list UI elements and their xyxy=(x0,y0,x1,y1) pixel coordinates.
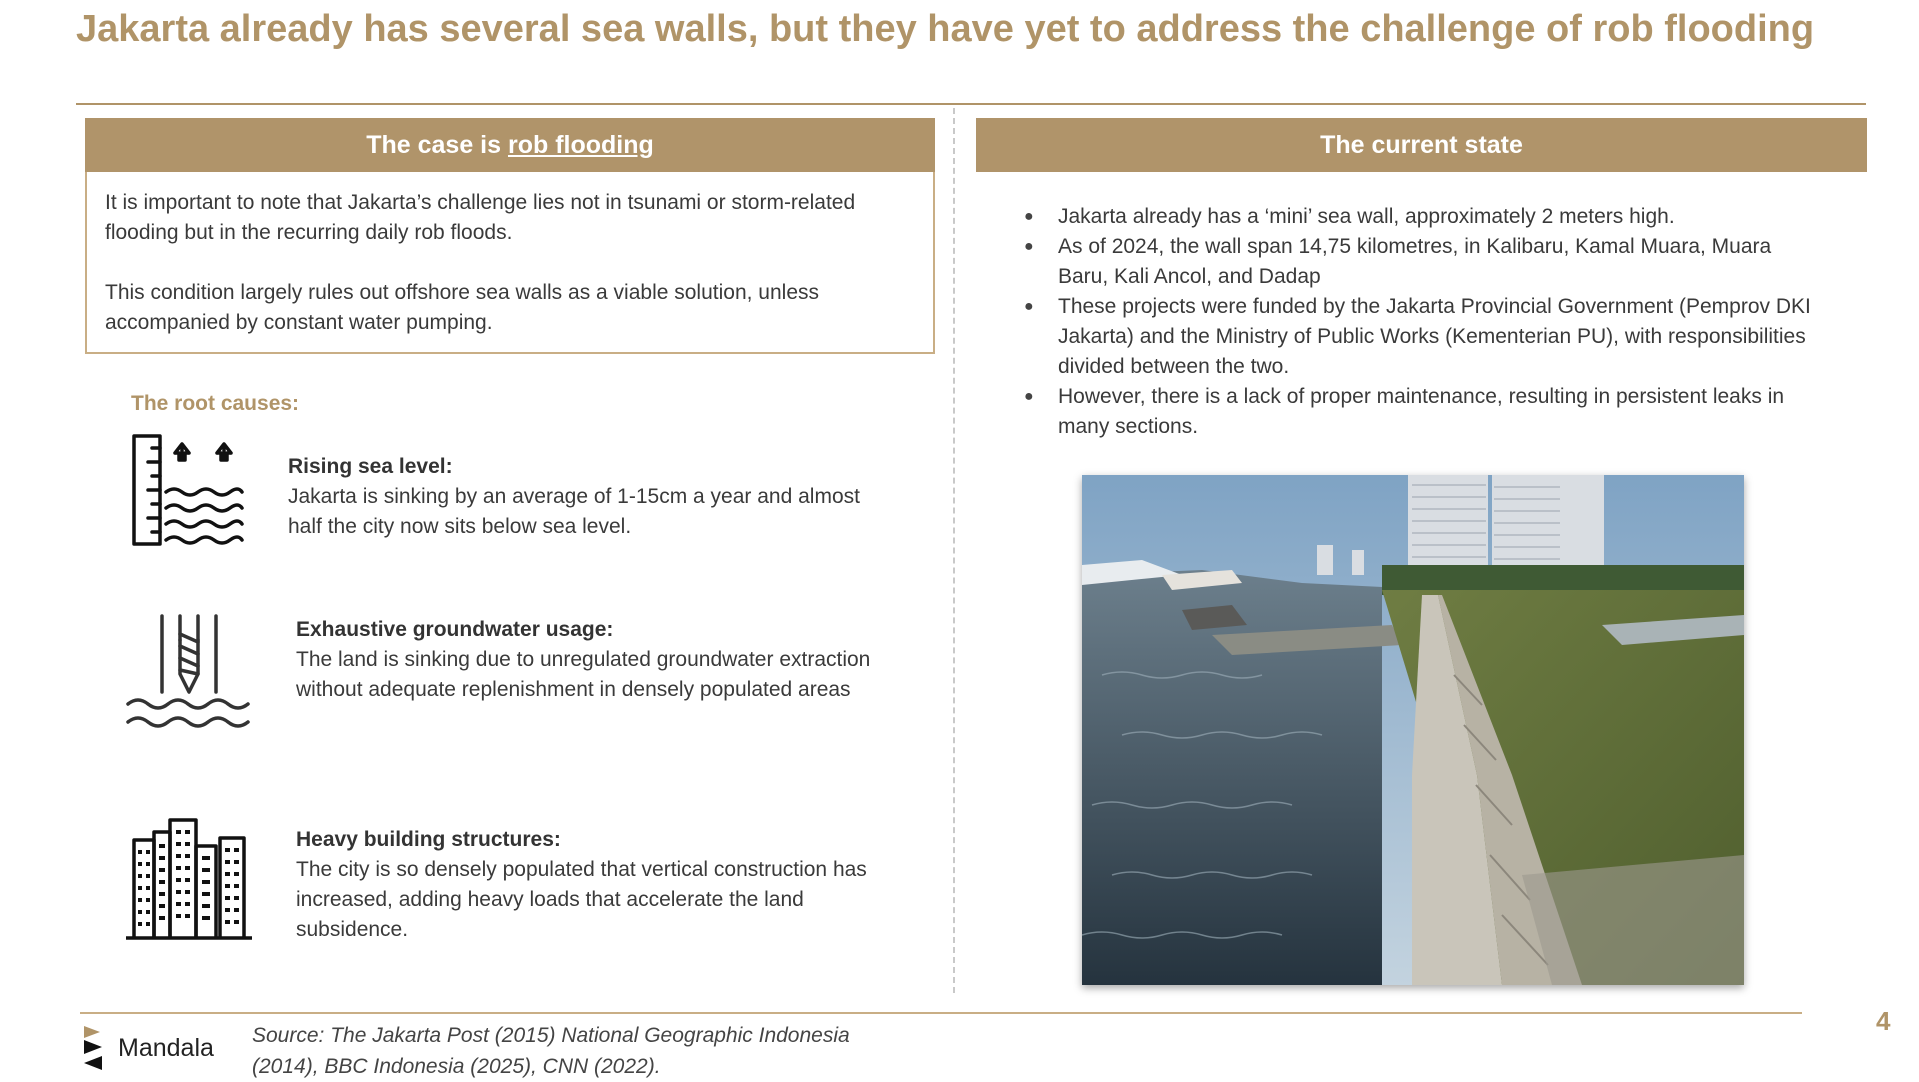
case-body xyxy=(85,172,935,354)
case-header xyxy=(85,118,935,172)
list-item: ● As of 2024, the wall span 14,75 kilometres, in Kalibaru, Kamal Muara, Muara Baru, Kali Ancol, and Dadap xyxy=(1024,232,1824,292)
brand-logo xyxy=(80,1022,214,1074)
footer-divider xyxy=(80,1012,1802,1014)
case-paragraph-2: This condition largely rules out offshore sea walls as a viable solution, unless accompanied by constant water pumping. xyxy=(105,281,819,334)
case-paragraph-1: It is important to note that Jakarta’s challenge lies not in tsunami or storm-related flooding but in the recurring daily rob floods. xyxy=(105,191,856,244)
page-number: 4 xyxy=(1876,1006,1891,1036)
list-item: ● These projects were funded by the Jakarta Provincial Government (Pemprov DKI Jakarta) and the Ministry of Public Works (Kementerian PU), with responsibilities divided between the two. xyxy=(1024,292,1824,382)
sea-wall-photo xyxy=(1082,475,1744,985)
list-item: ● Jakarta already has a ‘mini’ sea wall, approximately 2 meters high. xyxy=(1024,202,1824,232)
groundwater-drill-icon xyxy=(124,612,254,732)
mandala-logo-icon xyxy=(80,1022,106,1074)
slide-title: Jakarta already has several sea walls, but they have yet to address the challenge of rob flooding xyxy=(76,8,1815,50)
source-citation: Source: The Jakarta Post (2015) National Geographic Indonesia (2014), BBC Indonesia (2025), CNN (2022). xyxy=(252,1024,850,1078)
case-header-prefix: The case is xyxy=(366,130,502,159)
column-divider xyxy=(953,108,955,993)
cause-title: Heavy building structures: xyxy=(296,828,561,851)
current-state-header: The current state xyxy=(976,118,1867,172)
cause-text: The city is so densely populated that vertical construction has increased, adding heavy loads that accelerate the land subsidence. xyxy=(296,858,867,941)
list-item: ● However, there is a lack of proper maintenance, resulting in persistent leaks in many sections. xyxy=(1024,382,1824,442)
title-divider xyxy=(76,103,1866,105)
cause-text: Jakarta is sinking by an average of 1-15cm a year and almost half the city now sits below sea level. xyxy=(288,485,860,538)
rising-sea-level-icon xyxy=(130,432,246,548)
cause-title: Exhaustive groundwater usage: xyxy=(296,618,614,641)
current-state-list xyxy=(1024,202,1824,442)
brand-name: Mandala xyxy=(118,1033,214,1062)
root-causes-label: The root causes: xyxy=(131,392,300,415)
rob-flooding-link[interactable]: rob flooding xyxy=(507,130,654,159)
cause-rising-sea-level xyxy=(288,452,888,542)
buildings-icon xyxy=(124,816,254,942)
cause-buildings xyxy=(296,825,896,945)
cause-text: The land is sinking due to unregulated groundwater extraction without adequate replenishment in densely populated areas xyxy=(296,648,871,701)
cause-groundwater xyxy=(296,615,876,705)
cause-title: Rising sea level: xyxy=(288,455,453,478)
